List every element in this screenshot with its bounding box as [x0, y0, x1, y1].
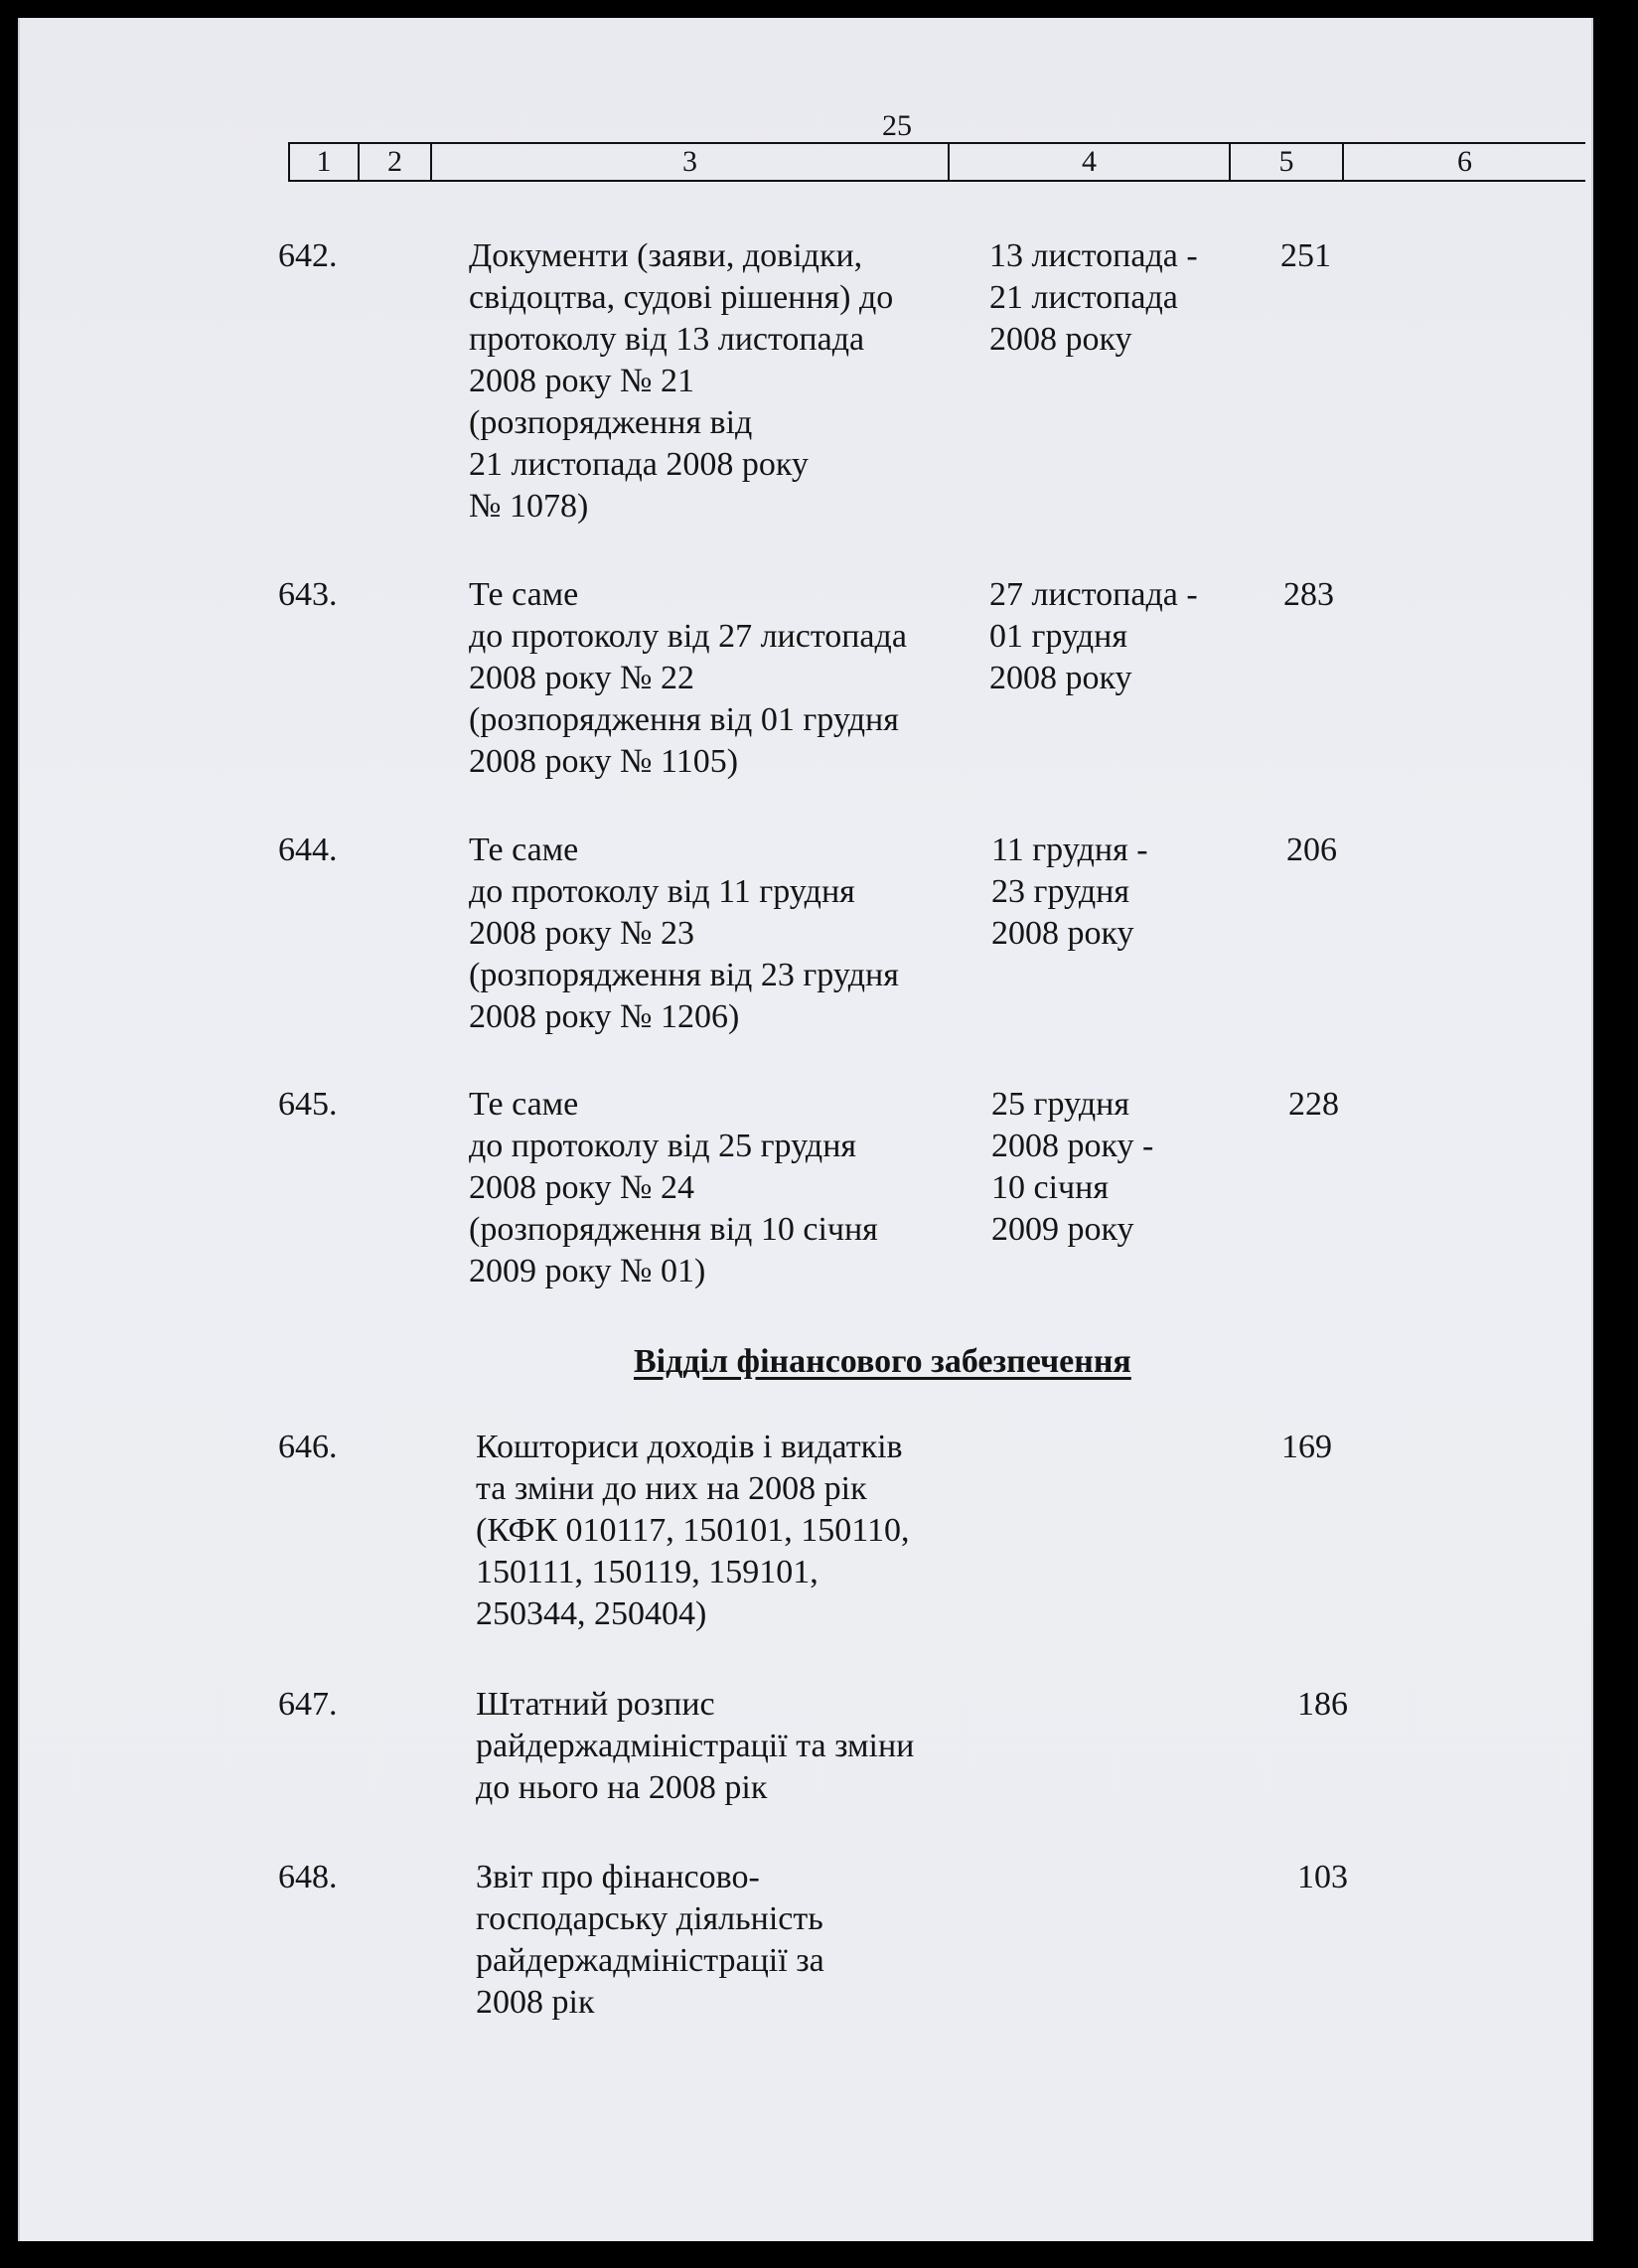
column-header-6: 6 [1342, 144, 1585, 180]
entry-number: 646. [278, 1429, 338, 1465]
column-header-5: 5 [1229, 144, 1342, 180]
column-header-3: 3 [430, 144, 948, 180]
entry-number: 643. [278, 576, 338, 613]
entry-dates: 27 листопада - 01 грудня 2008 року [989, 576, 1198, 696]
list-item [278, 1427, 1470, 1645]
section-heading: Відділ фінансового забезпечення [634, 1343, 1131, 1380]
list-item [278, 1684, 1470, 1823]
entry-number: 644. [278, 832, 338, 868]
entry-sheet-count: 206 [1286, 832, 1337, 868]
list-item [278, 1857, 1470, 2036]
list-item [278, 1084, 1470, 1302]
list-item [278, 574, 1470, 793]
entry-number: 648. [278, 1859, 338, 1895]
entry-sheet-count: 186 [1297, 1686, 1348, 1723]
entry-dates: 11 грудня - 23 грудня 2008 року [991, 832, 1148, 952]
entry-description: Те саме до протоколу від 25 грудня 2008 року № 24 (розпорядження від 10 січня 2009 року № 01) [469, 1086, 878, 1289]
entry-description: Те саме до протоколу від 27 листопада 2008 року № 22 (розпорядження від 01 грудня 2008 року № 1105) [469, 576, 907, 780]
column-header-2: 2 [358, 144, 430, 180]
entry-number: 645. [278, 1086, 338, 1123]
column-header-4: 4 [948, 144, 1229, 180]
entry-sheet-count: 251 [1280, 237, 1331, 274]
column-header-1: 1 [288, 144, 358, 180]
entry-number: 647. [278, 1686, 338, 1723]
list-item [278, 235, 1470, 533]
entry-sheet-count: 169 [1281, 1429, 1332, 1465]
entry-dates: 13 листопада - 21 листопада 2008 року [989, 237, 1198, 358]
entry-sheet-count: 228 [1288, 1086, 1339, 1123]
entry-description: Кошториси доходів і видатків та зміни до них на 2008 рік (КФК 010117, 150101, 150110, 150111, 150119, 159101, 250344, 250404) [476, 1429, 910, 1632]
column-header-row [288, 142, 1585, 182]
page-number: 25 [882, 109, 912, 142]
entry-sheet-count: 103 [1297, 1859, 1348, 1895]
entry-description: Те саме до протоколу від 11 грудня 2008 року № 23 (розпорядження від 23 грудня 2008 року № 1206) [469, 832, 899, 1035]
entry-description: Звіт про фінансово- господарську діяльність райдержадміністрації за 2008 рік [476, 1859, 824, 2021]
entry-description: Документи (заяви, довідки, свідоцтва, судові рішення) до протоколу від 13 листопада 2008 року № 21 (розпорядження від 21 листопада 2008 року № 1078) [469, 237, 894, 525]
entry-description: Штатний розпис райдержадміністрації та зміни до нього на 2008 рік [476, 1686, 915, 1806]
entry-sheet-count: 283 [1283, 576, 1334, 613]
entry-dates: 25 грудня 2008 року - 10 січня 2009 року [991, 1086, 1154, 1248]
document-page [18, 18, 1593, 2241]
entry-number: 642. [278, 237, 338, 274]
list-item [278, 830, 1470, 1048]
